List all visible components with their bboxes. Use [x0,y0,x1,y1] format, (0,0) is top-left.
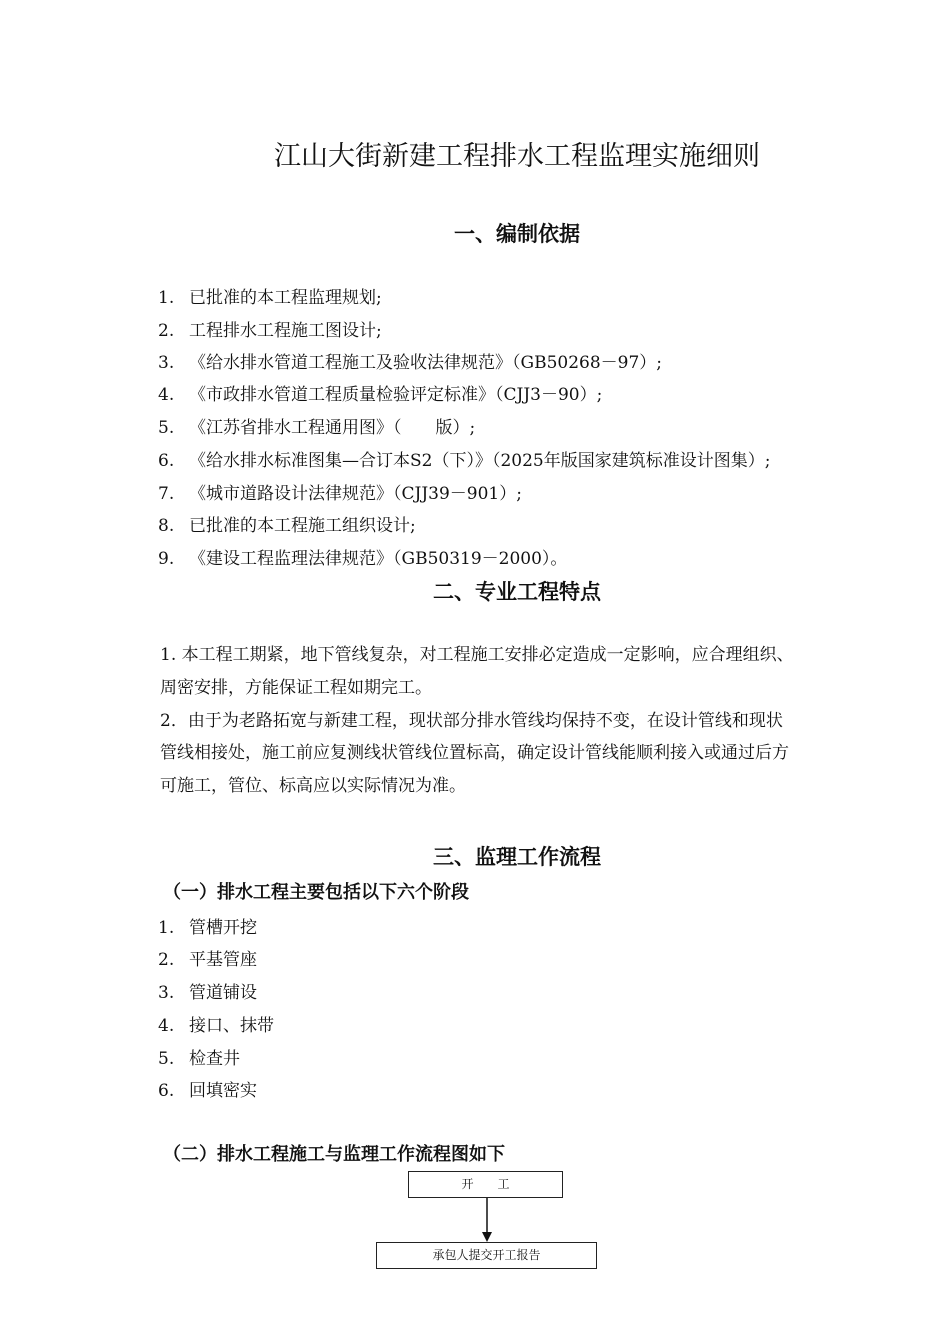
list-item [158,1076,257,1101]
item-number: 3. [158,983,175,1003]
item-text: 《市政排水管道工程质量检验评定标准》（CJJ3－90）; [189,385,603,405]
paragraph-line: 可施工，管位、标高应以实际情况为准。 [160,776,466,796]
list-item [158,479,522,504]
flowchart-arrow [480,1198,494,1243]
list-item [158,446,770,471]
list-item [158,316,382,341]
item-text: 《城市道路设计法律规范》（CJJ39－901）; [189,484,522,504]
paragraph-line: 1. 本工程工期紧，地下管线复杂，对工程施工安排必定造成一定影响，应合理组织、 [160,645,794,665]
item-text: 已批准的本工程监理规划; [189,288,382,308]
item-number: 3. [158,353,175,373]
item-text: 管槽开挖 [189,918,257,938]
list-item [158,1011,274,1036]
paragraph-line: 周密安排，方能保证工程如期完工。 [160,678,432,698]
flowchart-box-report: 承包人提交开工报告 [376,1242,597,1269]
list-item [158,413,475,438]
item-text: 接口、抹带 [189,1016,274,1036]
section1-heading: 一、编制依据 [454,222,580,246]
item-number: 6. [158,1081,175,1101]
item-number: 5. [158,418,175,438]
paragraph-line: 2．由于为老路拓宽与新建工程，现状部分排水管线均保持不变，在设计管线和现状 [160,711,783,731]
item-text: 检查井 [189,1049,240,1069]
list-item [158,913,257,938]
document-title: 江山大街新建工程排水工程监理实施细则 [274,141,760,172]
list-item [158,283,382,308]
list-item [158,544,567,569]
item-number: 2. [158,321,175,341]
item-number: 7. [158,484,175,504]
item-text: 《建设工程监理法律规范》（GB50319－2000）。 [189,549,568,569]
subsection2-heading: （二）排水工程施工与监理工作流程图如下 [163,1144,505,1165]
item-number: 1. [158,918,175,938]
item-text: 管道铺设 [189,983,257,1003]
item-number: 8. [158,516,175,536]
item-number: 1. [158,288,175,308]
list-item [158,348,662,373]
flowchart-box-start: 开 工 [408,1171,563,1198]
item-text: 已批准的本工程施工组织设计; [189,516,416,536]
item-number: 9. [158,549,175,569]
list-item [158,1044,240,1069]
list-item [158,380,602,405]
list-item [158,978,257,1003]
item-text: 回填密实 [189,1081,257,1101]
item-text: 《江苏省排水工程通用图》（ 版）; [189,418,476,438]
item-text: 工程排水工程施工图设计; [189,321,382,341]
list-item [158,945,257,970]
item-number: 4. [158,1016,175,1036]
list-item [158,511,416,536]
item-text: 平基管座 [189,950,257,970]
section2-heading: 二、专业工程特点 [433,580,601,604]
item-text: 《给水排水管道工程施工及验收法律规范》（GB50268－97）; [189,353,663,373]
paragraph-line: 管线相接处，施工前应复测线状管线位置标高，确定设计管线能顺利接入或通过后方 [160,743,789,763]
section3-heading: 三、监理工作流程 [433,845,601,869]
item-number: 5. [158,1049,175,1069]
item-number: 2. [158,950,175,970]
subsection1-heading: （一）排水工程主要包括以下六个阶段 [163,882,469,903]
item-text: 《给水排水标准图集—合订本S2（下）》（2025年版国家建筑标准设计图集）; [189,451,771,471]
item-number: 6. [158,451,175,471]
item-number: 4. [158,385,175,405]
